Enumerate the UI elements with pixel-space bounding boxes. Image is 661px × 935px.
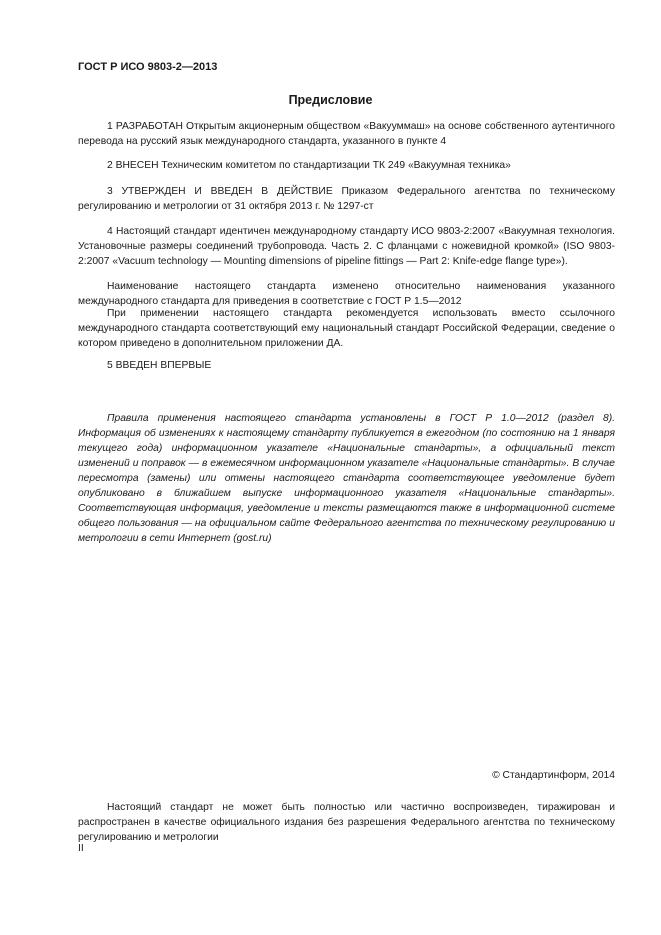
standards-notice: Правила применения настоящего стандарта установлены в ГОСТ Р 1.0—2012 (раздел 8). Информация об изменениях к настоящему стандарту публикуется в ежегодном (по состоянию на 1 января текущего года) информационном указателе «Национальные стандарты», а официальный текст изменений и поправок — в ежемесячном информационном указателе «Национальные стандарты». В случае пересмотра (замены) или отмены настоящего стандарта соответствующее уведомление будет опубликовано в ближайшем выпуске информационного указателя «Национальные стандарты». Соответствующая информация, уведомление и тексты размещаются также в информационной системе общего пользования — на официальном сайте Федерального агентства по техническому регулированию и метрологии в сети Интернет (gost.ru) <box>78 413 615 544</box>
page-title: Предисловие <box>288 93 373 107</box>
page-number: II <box>78 843 84 854</box>
foreword-item-3: 3 УТВЕРЖДЕН И ВВЕДЕН В ДЕЙСТВИЕ Приказом Федерального агентства по техническому регулированию и метрологии от 31 октября 2013 г. № 1297-ст <box>78 186 615 212</box>
foreword-item-1: 1 РАЗРАБОТАН Открытым акционерным обществом «Вакууммаш» на основе собственного аутентичного перевода на русский язык международного стандарта, указанного в пункте 4 <box>78 121 615 147</box>
foreword-item-4-note-1: Наименование настоящего стандарта изменено относительно наименования указанного международного стандарта для приведения в соответствие с ГОСТ Р 1.5—2012 <box>78 281 615 307</box>
reproduction-notice: Настоящий стандарт не может быть полностью или частично воспроизведен, тиражирован и распространен в качестве официального издания без разрешения Федерального агентства по техническому регулированию и метрологии <box>78 802 615 843</box>
foreword-item-5: 5 ВВЕДЕН ВПЕРВЫЕ <box>107 360 212 371</box>
copyright: © Стандартинформ, 2014 <box>492 770 615 781</box>
foreword-item-4-note-2: При применении настоящего стандарта рекомендуется использовать вместо ссылочного международного стандарта соответствующий ему национальный стандарт Российской Федерации, сведение о котором приведено в дополнительном приложении ДА. <box>78 308 615 349</box>
foreword-item-4: 4 Настоящий стандарт идентичен международному стандарту ИСО 9803-2:2007 «Вакуумная технология. Установочные размеры соединений трубопровода. Часть 2. С фланцами с ножевидной кромкой» (ISO 9803-2:2007 «Vacuum technology — Mounting dimensions of pipeline fittings — Part 2: Knife-edge flange type»). <box>78 226 615 267</box>
document-header: ГОСТ Р ИСО 9803-2—2013 <box>78 61 218 73</box>
foreword-item-2: 2 ВНЕСЕН Техническим комитетом по стандартизации ТК 249 «Вакуумная техника» <box>107 160 511 171</box>
